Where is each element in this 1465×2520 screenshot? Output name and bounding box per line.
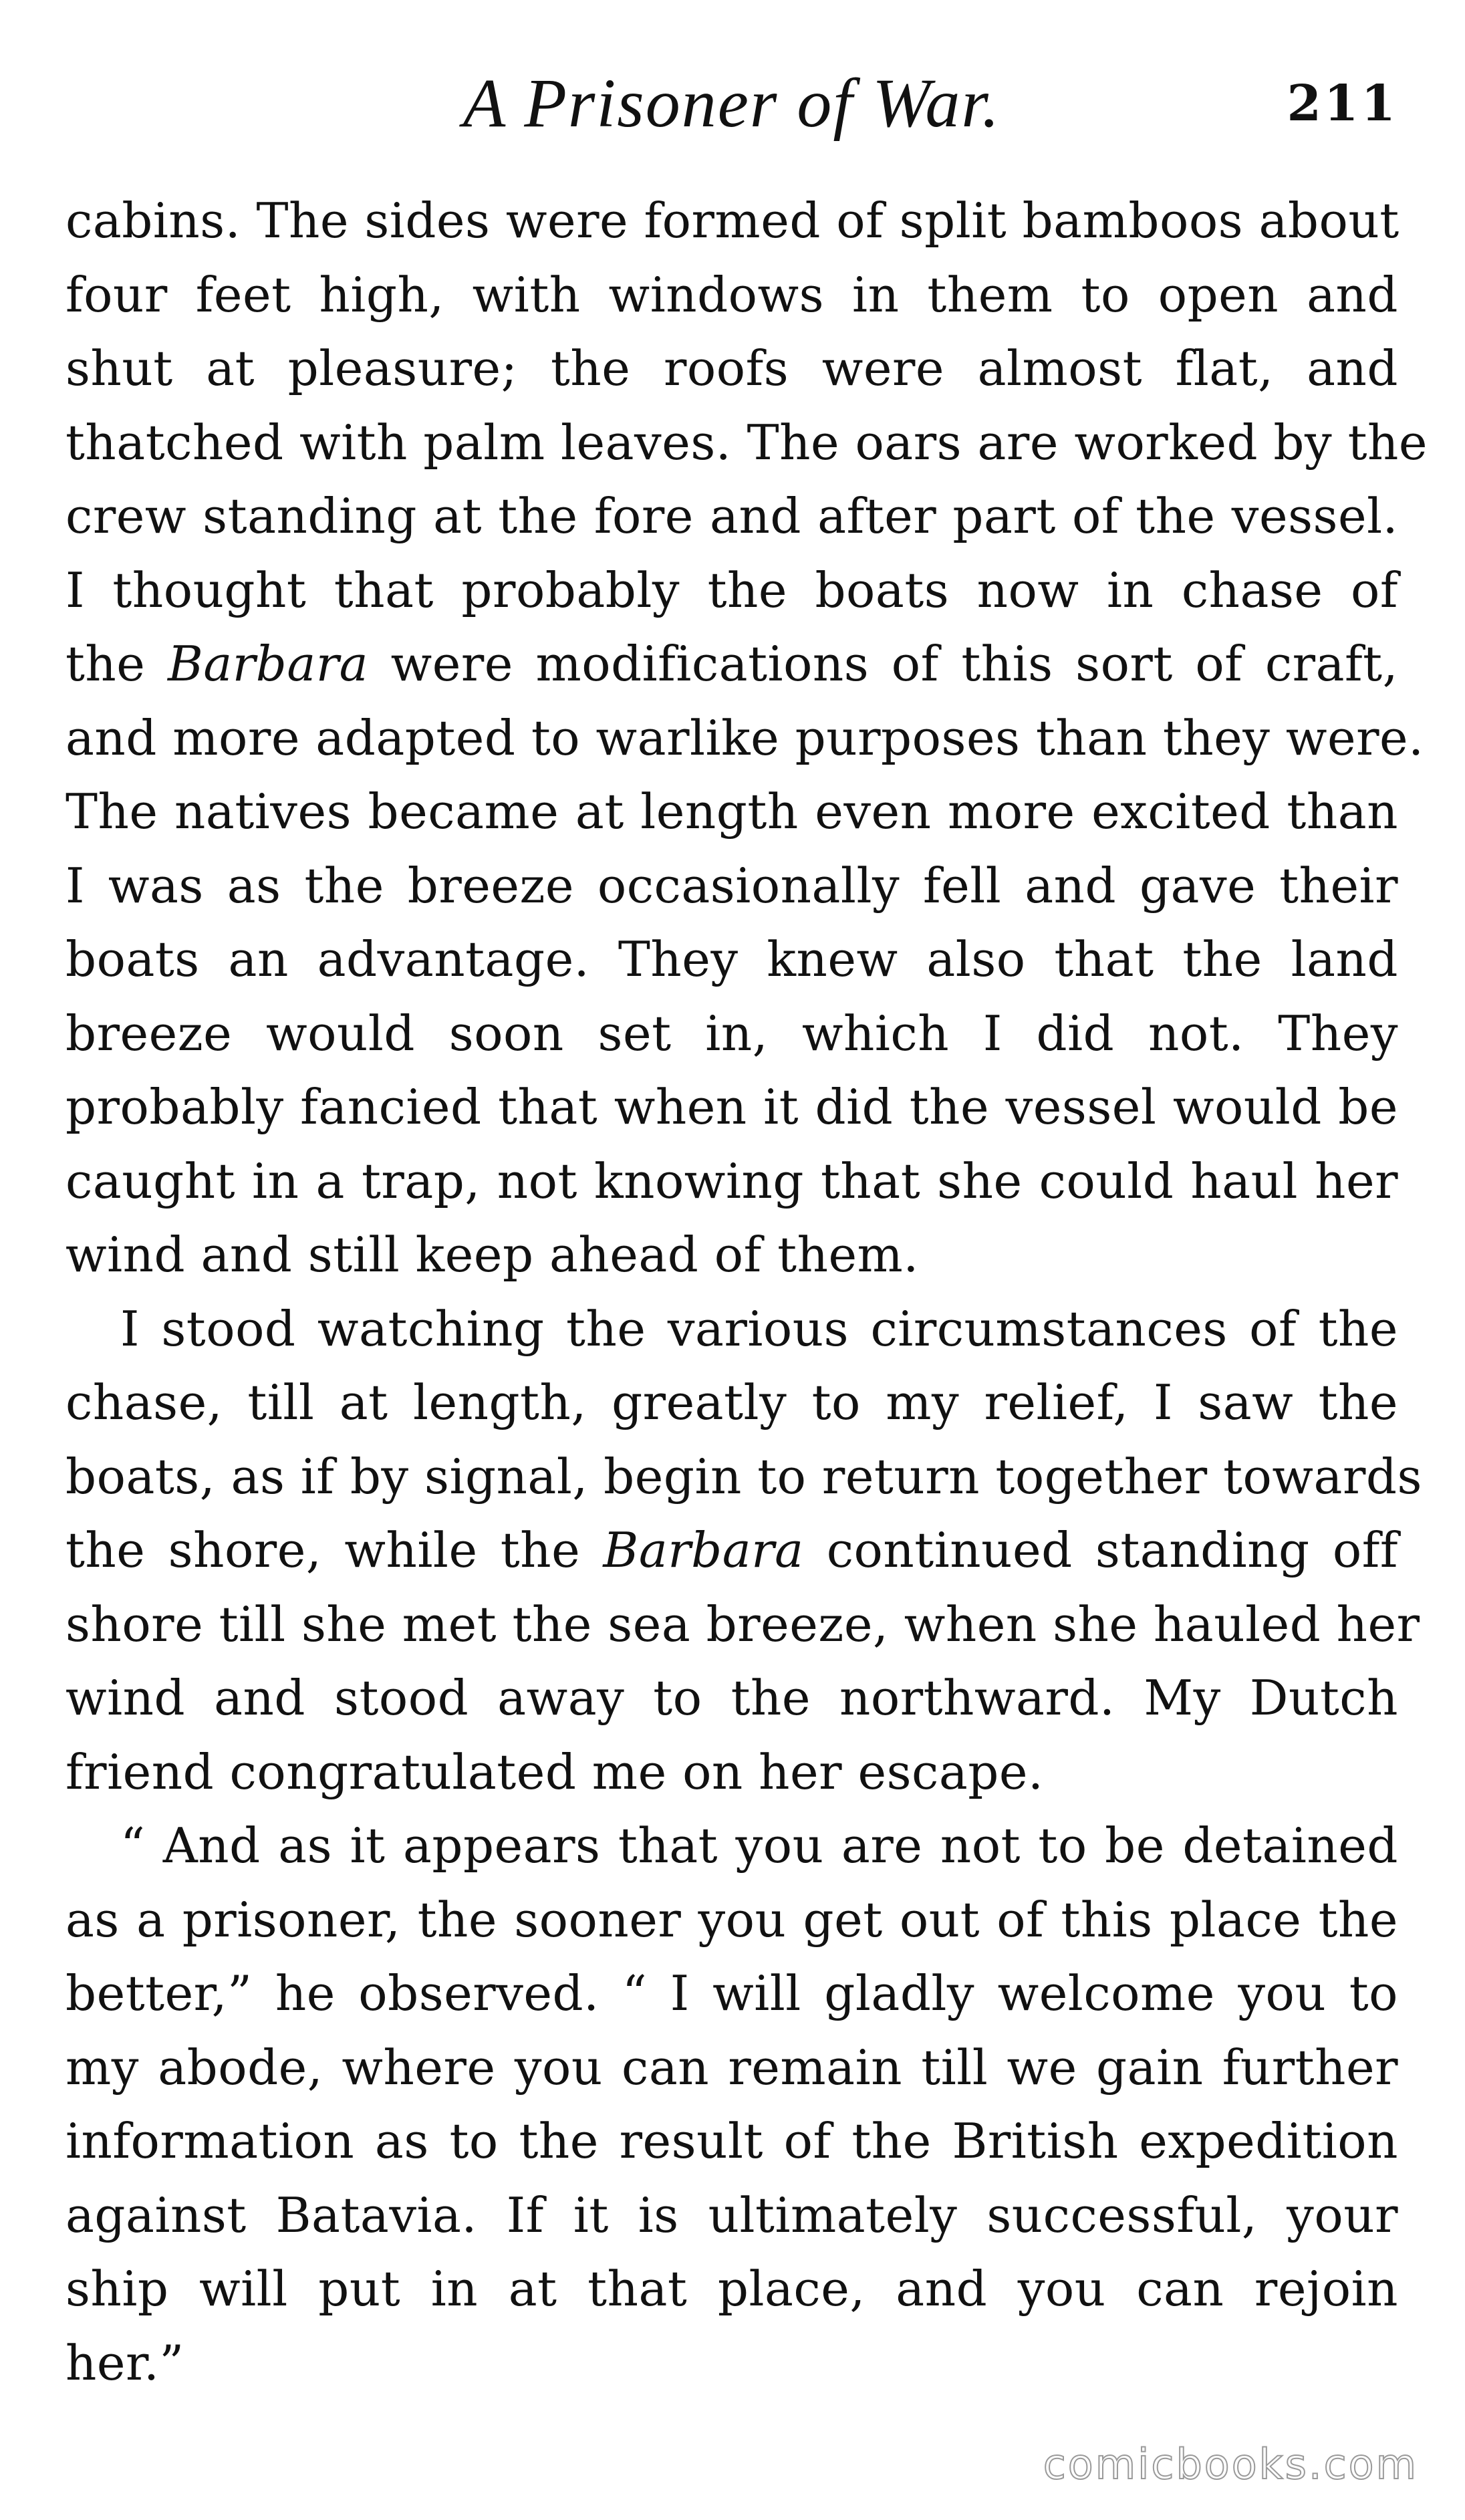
text-line: wind and still keep ahead of them. bbox=[65, 1227, 919, 1283]
text-line: wind and stood away to the northward. My Dutch bbox=[65, 1670, 1398, 1726]
text-line: the Barbara were modifications of this sort of craft, bbox=[65, 636, 1398, 692]
paragraph-3 bbox=[65, 1809, 1398, 2400]
text-line: I thought that probably the boats now in chase of bbox=[65, 561, 1398, 618]
text-line: boats an advantage. They knew also that the land bbox=[65, 931, 1398, 987]
text-line: I was as the breeze occasionally fell and gave their bbox=[65, 857, 1398, 914]
running-head bbox=[65, 64, 1398, 144]
ship-name: Barbara bbox=[167, 636, 369, 692]
text-line: “ And as it appears that you are not to be detained bbox=[120, 1817, 1398, 1874]
text-line: crew standing at the fore and after part of the vessel. bbox=[65, 488, 1398, 544]
text-line: against Batavia. If it is ultimately successful, your bbox=[65, 2186, 1398, 2243]
text-line: chase, till at length, greatly to my relief, I saw the bbox=[65, 1374, 1398, 1430]
text-line: ship will put in at that place, and you can rejoin bbox=[65, 2261, 1398, 2317]
body-text bbox=[65, 184, 1428, 2400]
text-line: my abode, where you can remain till we gain further bbox=[65, 2039, 1398, 2096]
text-line: caught in a trap, not knowing that she could haul her bbox=[65, 1152, 1398, 1209]
text-line: shore till she met the sea breeze, when she hauled her bbox=[65, 1596, 1420, 1652]
running-title: A Prisoner of War. bbox=[462, 65, 1001, 142]
text-line: information as to the result of the British expedition bbox=[65, 2113, 1398, 2169]
paragraph-1 bbox=[65, 184, 1428, 1292]
text-line: the shore, while the Barbara continued standing off bbox=[65, 1522, 1398, 1578]
text-line: friend congratulated me on her escape. bbox=[65, 1743, 1044, 1800]
text-line: and more adapted to warlike purposes than they were. bbox=[65, 709, 1424, 766]
paragraph-2 bbox=[65, 1292, 1422, 1809]
watermark: comicbooks.com bbox=[1043, 2440, 1418, 2489]
text-line: shut at pleasure; the roofs were almost flat, and bbox=[65, 340, 1398, 396]
text-line: I stood watching the various circumstances of the bbox=[120, 1300, 1398, 1357]
text-line: as a prisoner, the sooner you get out of this place the bbox=[65, 1891, 1398, 1948]
text-line: her.” bbox=[65, 2334, 184, 2391]
page-number: 211 bbox=[1287, 75, 1398, 132]
text-line: four feet high, with windows in them to open and bbox=[65, 266, 1398, 323]
text-line: better,” he observed. “ I will gladly welcome you to bbox=[65, 1965, 1398, 2021]
text-line: probably fancied that when it did the vessel would be bbox=[65, 1079, 1398, 1135]
text-line: The natives became at length even more excited than bbox=[65, 783, 1398, 840]
ship-name: Barbara bbox=[603, 1522, 804, 1578]
text-line: breeze would soon set in, which I did not. They bbox=[65, 1005, 1398, 1061]
text-line: cabins. The sides were formed of split bamboos about bbox=[65, 193, 1400, 249]
text-line: thatched with palm leaves. The oars are worked by the bbox=[65, 414, 1428, 471]
text-line: boats, as if by signal, begin to return together towards bbox=[65, 1448, 1422, 1505]
